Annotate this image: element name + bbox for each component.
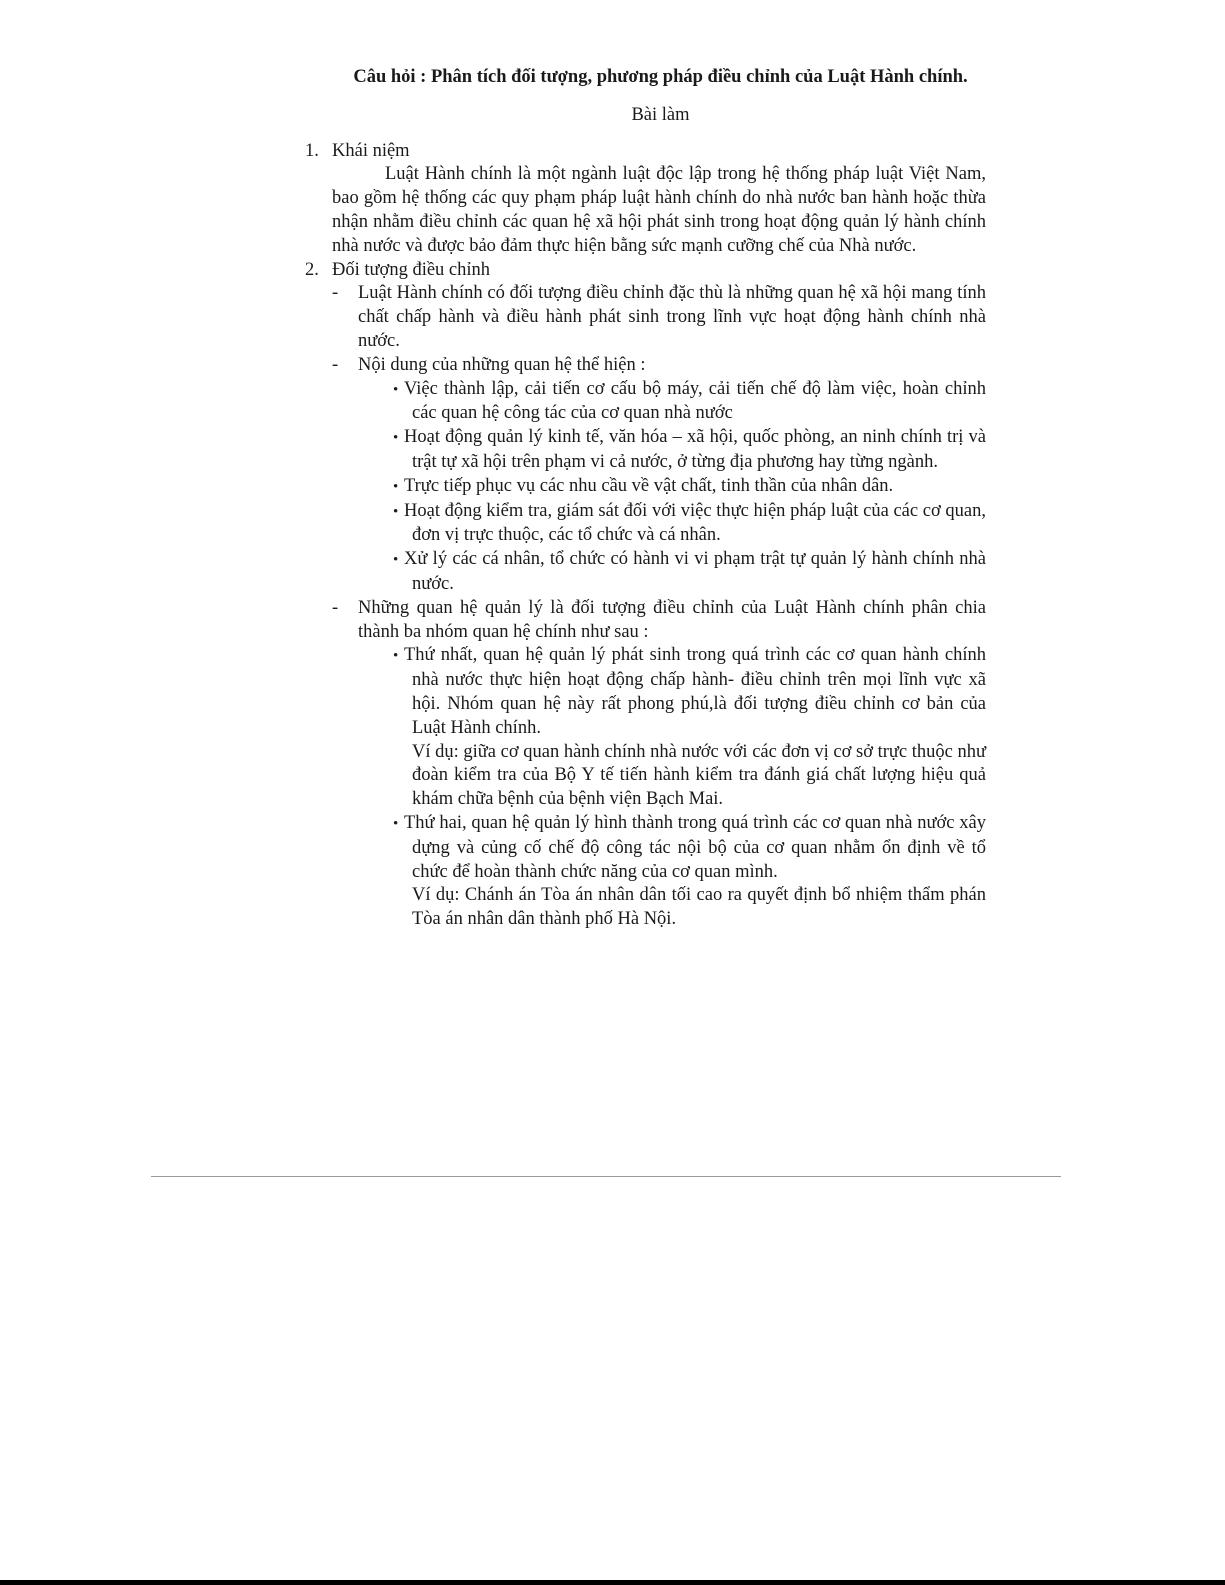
bullet-text: Trực tiếp phục vụ các nhu cầu về vật chất, tinh thần của nhân dân. — [404, 475, 894, 496]
section-2-heading-text: Đối tượng điều chỉnh — [332, 259, 491, 280]
dash-marker: - — [332, 354, 339, 375]
bullet-item — [383, 548, 986, 597]
bullet-dot-icon: • — [393, 815, 399, 832]
section-2-heading — [305, 259, 986, 283]
bullet-dot-icon: • — [393, 478, 399, 495]
bullet-text: Hoạt động quản lý kinh tế, văn hóa – xã hội, quốc phòng, an ninh chính trị và trật tự xã hội trên phạm vi cả nước, ở từng địa phương hay từng ngành. — [404, 427, 986, 472]
dash-marker: - — [332, 597, 339, 618]
bullet-text: Thứ nhất, quan hệ quản lý phát sinh trong quá trình các cơ quan hành chính nhà nước thực hiện hoạt động chấp hành- điều chỉnh trên mọi lĩnh vực xã hội. Nhóm quan hệ này rất phong phú,là đối tượng điều chỉnh cơ bản của Luật Hành chính. — [404, 645, 986, 738]
bullet-dot-icon: • — [393, 430, 399, 447]
bullet-item — [383, 500, 986, 549]
bullet-text: Hoạt động kiểm tra, giám sát đối với việc thực hiện pháp luật của các cơ quan, đơn vị trực thuộc, các tổ chức và cá nhân. — [404, 500, 986, 546]
section-1-number: 1. — [305, 140, 319, 161]
bullet-item — [383, 378, 986, 427]
bottom-edge-bar — [0, 1580, 1225, 1585]
dash-item-2-text: Nội dung của những quan hệ thể hiện : — [358, 354, 646, 375]
bullet-text: Xử lý các cá nhân, tổ chức có hành vi vi phạm trật tự quản lý hành chính nhà nước. — [404, 549, 986, 594]
page-divider — [151, 1176, 1061, 1177]
bullet-item — [383, 475, 986, 500]
bullet-dot-icon: • — [393, 381, 399, 398]
bullet-item — [383, 426, 986, 475]
bullet-item-first-group — [383, 644, 986, 740]
bullet-dot-icon: • — [393, 552, 399, 569]
bullet-text: Thứ hai, quan hệ quản lý hình thành trong quá trình các cơ quan nhà nước xây dựng và củng cố chế độ công tác nội bộ của cơ quan nhằm ổn định về tổ chức để hoàn thành chức năng của cơ quan mình. — [404, 812, 986, 882]
section-1-paragraph: Luật Hành chính là một ngành luật độc lập trong hệ thống pháp luật Việt Nam, bao gồm hệ thống các quy phạm pháp luật hành chính do nhà nước ban hành hoặc thừa nhận nhằm điều chỉnh các quan hệ xã hội phát sinh trong hoạt động quản lý hành chính nhà nước và được bảo đảm thực hiện bằng sức mạnh cưỡng chế của Nhà nước. — [332, 164, 986, 256]
document-body — [305, 66, 986, 932]
dash-item-2 — [305, 354, 986, 378]
dash-item-3-text: Những quan hệ quản lý là đối tượng điều chỉnh của Luật Hành chính phân chia thành ba nhóm quan hệ chính như sau : — [358, 597, 986, 642]
example-paragraph-2: Ví dụ: Chánh án Tòa án nhân dân tối cao ra quyết định bổ nhiệm thẩm phán Tòa án nhân dân thành phố Hà Nội. — [412, 885, 986, 930]
bullet-text: Việc thành lập, cải tiến cơ cấu bộ máy, cải tiến chế độ làm việc, hoàn chỉnh các quan hệ công tác của cơ quan nhà nước — [404, 378, 986, 424]
dash-item-1 — [305, 282, 986, 353]
section-1-heading — [305, 140, 986, 164]
example-paragraph-1: Ví dụ: giữa cơ quan hành chính nhà nước với các đơn vị cơ sở trực thuộc như đoàn kiểm tra của Bộ Y tế tiến hành kiểm tra đánh giá chất lượng hiệu quả khám chữa bệnh của bệnh viện Bạch Mai. — [412, 741, 987, 810]
dash-item-3 — [305, 597, 986, 645]
bullet-dot-icon: • — [393, 648, 399, 665]
section-2-number: 2. — [305, 259, 319, 280]
section-1-heading-text: Khái niệm — [332, 140, 410, 161]
dash-item-1-text: Luật Hành chính có đối tượng điều chỉnh đặc thù là những quan hệ xã hội mang tính chất chấp hành và điều hành phát sinh trong lĩnh vực hoạt động hành chính nhà nước. — [358, 283, 986, 351]
document-subtitle: Bài làm — [631, 104, 690, 125]
bullet-dot-icon: • — [393, 503, 399, 520]
document-title: Câu hỏi : Phân tích đối tượng, phương pháp điều chỉnh của Luật Hành chính. — [353, 67, 968, 87]
dash-marker: - — [332, 283, 339, 304]
bullet-item-second-group — [383, 812, 986, 884]
